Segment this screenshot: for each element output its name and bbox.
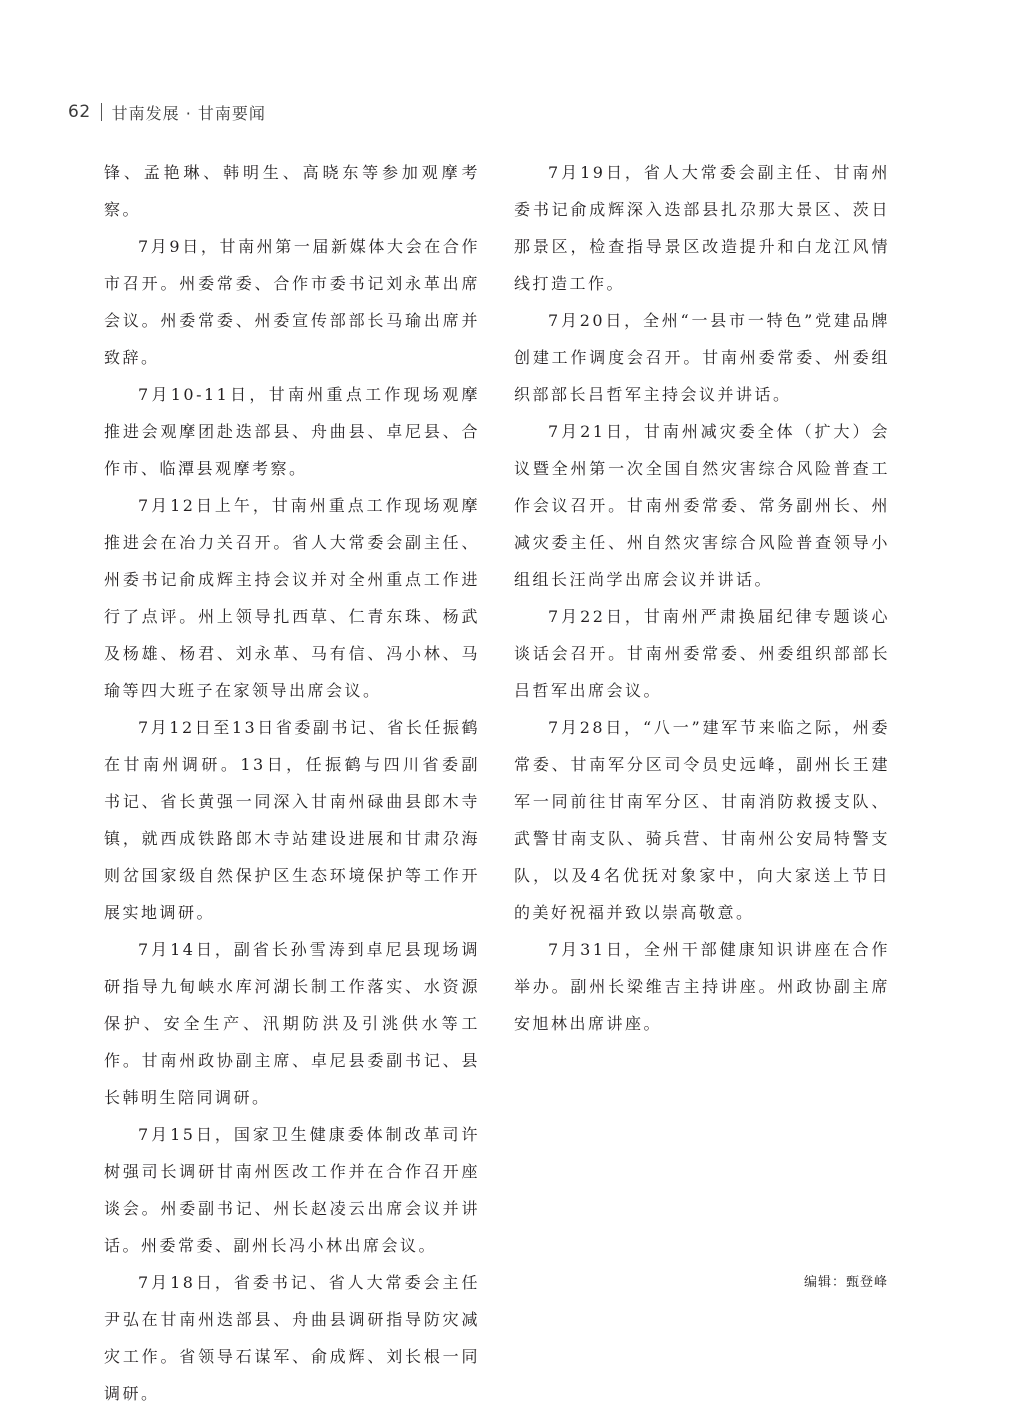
news-paragraph: 7月28日，“八一”建军节来临之际，州委常委、甘南军分区司令员史远峰，副州长王建军一同前往甘南军分区、甘南消防救援支队、武警甘南支队、骑兵营、甘南州公安局特警支队，以及4名优抚对象家中，向大家送上节日的美好祝福并致以崇高敬意。 xyxy=(514,718,890,922)
news-paragraph: 7月20日，全州“一县市一特色”党建品牌创建工作调度会召开。甘南州委常委、州委组织部部长吕哲军主持会议并讲话。 xyxy=(514,311,890,404)
news-paragraph: 7月19日，省人大常委会副主任、甘南州委书记俞成辉深入迭部县扎尕那大景区、茨日那景区，检查指导景区改造提升和白龙江风情线打造工作。 xyxy=(514,163,890,293)
news-paragraph: 锋、孟艳琳、韩明生、高晓东等参加观摩考察。 xyxy=(104,163,480,219)
news-paragraph: 7月15日，国家卫生健康委体制改革司许树强司长调研甘南州医改工作并在合作召开座谈会。州委副书记、州长赵凌云出席会议并讲话。州委常委、副州长冯小林出席会议。 xyxy=(104,1125,480,1255)
section-title: 甘南发展 · 甘南要闻 xyxy=(111,103,266,123)
news-paragraph: 7月21日，甘南州减灾委全体（扩大）会议暨全州第一次全国自然灾害综合风险普查工作会议召开。甘南州委常委、常务副州长、州减灾委主任、州自然灾害综合风险普查领导小组组长汪尚学出席会议并讲话。 xyxy=(514,422,890,589)
news-paragraph: 7月14日，副省长孙雪涛到卓尼县现场调研指导九甸峡水库河湖长制工作落实、水资源保护、安全生产、汛期防洪及引洮供水等工作。甘南州政协副主席、卓尼县委副书记、县长韩明生陪同调研。 xyxy=(104,940,480,1107)
editor-credit: 编辑：甄登峰 xyxy=(803,1275,888,1290)
news-paragraph: 7月10-11日，甘南州重点工作现场观摩推进会观摩团赴迭部县、舟曲县、卓尼县、合作市、临潭县观摩考察。 xyxy=(104,385,480,478)
news-paragraph: 7月9日，甘南州第一届新媒体大会在合作市召开。州委常委、合作市委书记刘永革出席会议。州委常委、州委宣传部部长马瑜出席并致辞。 xyxy=(104,237,480,367)
news-paragraph: 7月12日上午，甘南州重点工作现场观摩推进会在冶力关召开。省人大常委会副主任、州委书记俞成辉主持会议并对全州重点工作进行了点评。州上领导扎西草、仁青东珠、杨武及杨雄、杨君、刘永革、马有信、冯小林、马瑜等四大班子在家领导出席会议。 xyxy=(104,496,480,700)
news-paragraph: 7月31日，全州干部健康知识讲座在合作举办。副州长梁维吉主持讲座。州政协副主席安旭林出席讲座。 xyxy=(514,940,890,1033)
header-divider xyxy=(101,103,102,121)
news-paragraph: 7月22日，甘南州严肃换届纪律专题谈心谈话会召开。甘南州委常委、州委组织部部长吕哲军出席会议。 xyxy=(514,607,890,700)
page-header xyxy=(68,97,266,127)
right-column xyxy=(514,154,890,1042)
news-paragraph: 7月12日至13日省委副书记、省长任振鹤在甘南州调研。13日，任振鹤与四川省委副书记、省长黄强一同深入甘南州碌曲县郎木寺镇，就西成铁路郎木寺站建设进展和甘肃尕海则岔国家级自然保护区生态环境保护等工作开展实地调研。 xyxy=(104,718,480,922)
page-number: 62 xyxy=(68,102,91,122)
news-paragraph: 7月18日，省委书记、省人大常委会主任尹弘在甘南州迭部县、舟曲县调研指导防灾减灾工作。省领导石谋军、俞成辉、刘长根一同调研。 xyxy=(104,1273,480,1403)
left-column xyxy=(104,154,480,1412)
